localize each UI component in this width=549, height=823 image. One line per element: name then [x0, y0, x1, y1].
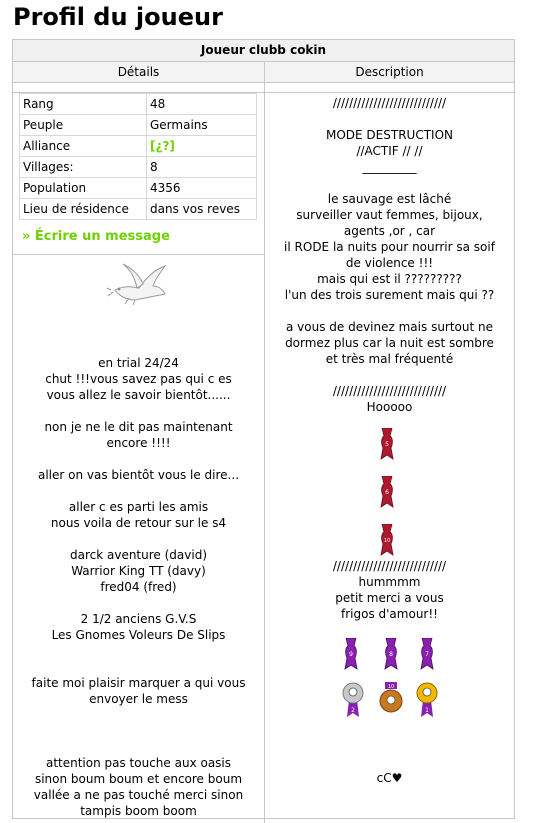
divider [13, 254, 264, 255]
details-row-residence [20, 199, 257, 220]
alliance-link[interactable]: [¿?] [150, 139, 175, 153]
medal-number: 8 [389, 651, 393, 658]
right-description-text: //////////////////////////// MODE DESTRUCTION //ACTIF // // _________ le sauvage est lâché surveiller vaut femmes, bijoux, agents ,or , car il RODE la nuits pour nourrir sa soif de violence !!! mais qui est il ????????? l'un des trois surement mais qui ?? a vous de devinez mais surtout ne dormez plus car la nuit est sombre et très mal fréquenté //////////////////////////// Hooooo [284, 96, 495, 414]
detail-label: Population [20, 178, 147, 199]
right-footer-text: cC♥ [376, 771, 403, 785]
detail-label: Villages: [20, 157, 147, 178]
page-title: Profil du joueur [13, 3, 223, 31]
medal-number: 6 [385, 489, 389, 496]
medal-number: 10 [383, 538, 391, 544]
detail-label: Rang [20, 94, 147, 115]
detail-label: Lieu de résidence [20, 199, 147, 220]
right-description-text-2: //////////////////////////// hummmm petit merci a vous frigos d'amour!! [332, 559, 447, 621]
details-row-rang [20, 94, 257, 115]
detail-label: Alliance [20, 136, 147, 157]
medal-number: 7 [425, 651, 429, 658]
details-row-population [20, 178, 257, 199]
detail-value: Germains [147, 115, 257, 136]
detail-value: 4356 [147, 178, 257, 199]
details-row-villages [20, 157, 257, 178]
medal-number: 9 [349, 651, 353, 658]
left-description-text: en trial 24/24 chut !!!vous savez pas qui c es vous allez le savoir bientôt...... non je ne le dit pas maintenant encore !!!! aller on vas bientôt vous le dire... aller c es parti les amis nous voila de retour sur le s4 darck aventure (david) Warrior King TT (davy) fred04 (fred) 2 1/2 anciens G.V.S Les Gnomes Voleurs De Slips faite moi plaisir marquer a qui vous envoyer le mess attention pas touche aux oasis sinon boum boum et encore boum vallée a ne pas touché merci sinon tampis boom boom [31, 356, 246, 818]
medal-number: 1 [425, 707, 429, 714]
gold-skull-medal-icon [415, 682, 439, 718]
bronze-skull-medal-icon [379, 682, 403, 718]
player-name-header: Joueur clubb cokin [13, 40, 514, 62]
write-message-link[interactable]: » Écrire un message [22, 229, 170, 244]
detail-value: 8 [147, 157, 257, 178]
silver-skull-medal-icon [341, 682, 365, 718]
ribbon-medal-icon [379, 476, 395, 508]
details-column-header: Détails [13, 62, 265, 83]
details-row-alliance [20, 136, 257, 157]
player-details-table [19, 93, 257, 220]
detail-value: dans vos reves [147, 199, 257, 220]
medal-number: 10 [387, 684, 395, 690]
medal-number: 2 [351, 707, 355, 714]
medal-number: 5 [385, 441, 389, 448]
ribbon-medal-icon [379, 428, 395, 460]
description-column-header: Description [265, 62, 514, 83]
ribbon-medal-icon [379, 524, 395, 556]
player-profile-card [12, 39, 515, 819]
purple-medal-icon [419, 638, 435, 670]
dove-icon [105, 260, 171, 306]
purple-medal-icon [343, 638, 359, 670]
detail-value: 48 [147, 94, 257, 115]
details-row-peuple [20, 115, 257, 136]
purple-medal-icon [383, 638, 399, 670]
detail-label: Peuple [20, 115, 147, 136]
